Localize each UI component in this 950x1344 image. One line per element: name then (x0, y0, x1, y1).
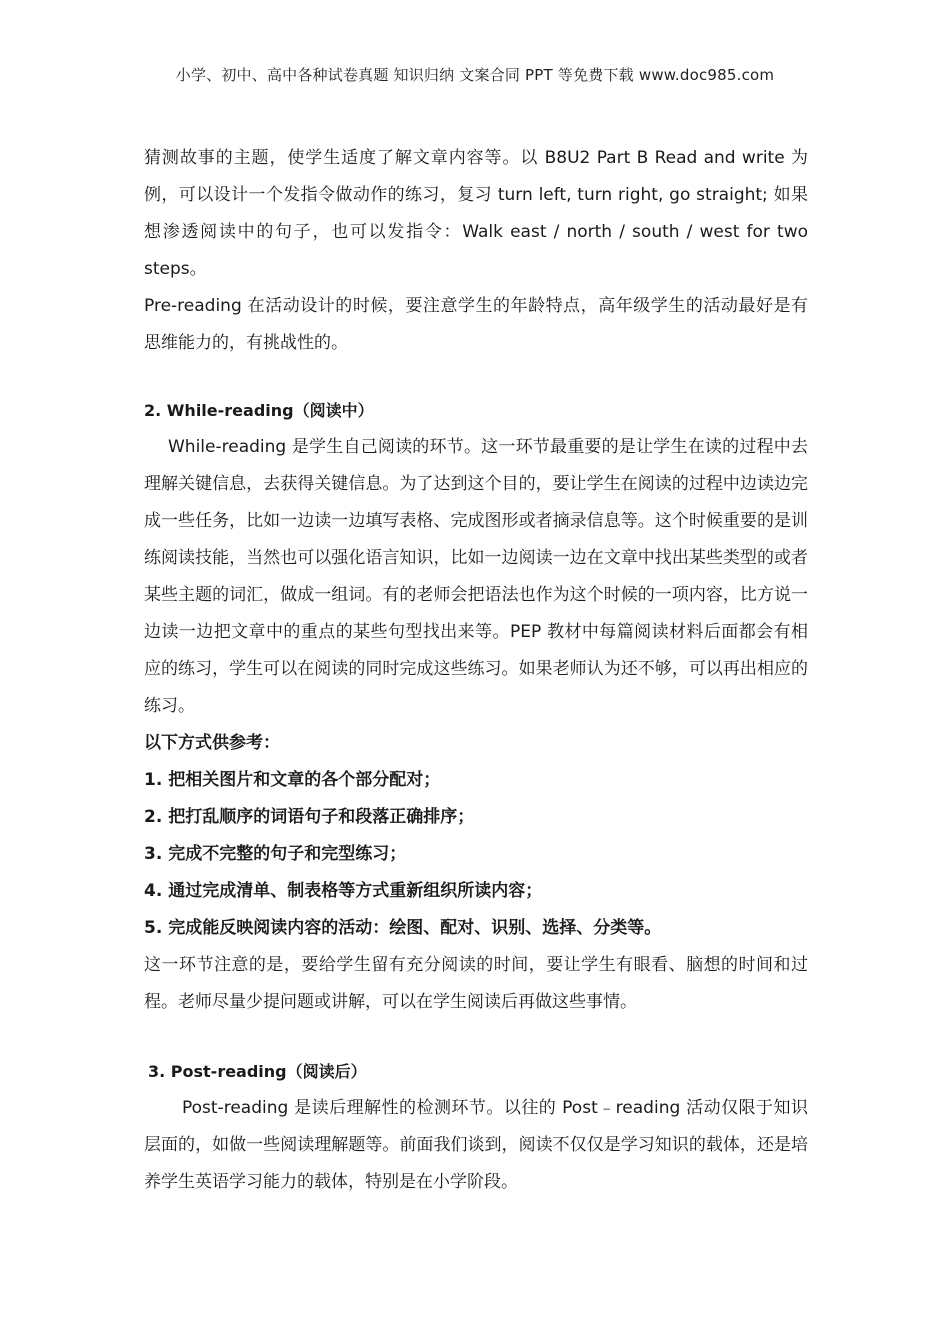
section2-paragraph-1: While-reading 是学生自己阅读的环节。这一环节最重要的是让学生在读的过程中去理解关键信息，去获得关键信息。为了达到这个目的，要让学生在阅读的过程中边读边完成一些任务，比如一边读一边填写表格、完成图形或者摘录信息等。这个时候重要的是训练阅读技能，当然也可以强化语言知识，比如一边阅读一边在文章中找出某些类型的或者某些主题的词汇，做成一组词。有的老师会把语法也作为这个时候的一项内容，比方说一边读一边把文章中的重点的某些句型找出来等。PEP 教材中每篇阅读材料后面都会有相应的练习，学生可以在阅读的同时完成这些练习。如果老师认为还不够，可以再出相应的练习。 (144, 437, 808, 716)
section1-paragraph-1: 猜测故事的主题，使学生适度了解文章内容等。以 B8U2 Part B Read and write 为例，可以设计一个发指令做动作的练习，复习 turn left, turn right, go straight; 如果想渗透阅读中的句子，也可以发指令：Walk east / north / south / west for two steps。 (144, 148, 808, 279)
section2-list-item: 4. 通过完成清单、制表格等方式重新组织所读内容； (144, 881, 543, 901)
spacer (144, 1021, 808, 1053)
section2-list-item: 2. 把打乱顺序的词语句子和段落正确排序； (144, 807, 475, 827)
document-body (144, 140, 808, 1201)
page-header: 小学、初中、高中各种试卷真题 知识归纳 文案合同 PPT 等免费下载 www.doc985.com (175, 66, 775, 84)
section1-paragraph-2: Pre-reading 在活动设计的时候，要注意学生的年龄特点，高年级学生的活动最好是有思维能力的，有挑战性的。 (144, 296, 808, 353)
section2-paragraph-2: 这一环节注意的是，要给学生留有充分阅读的时间，要让学生有眼看、脑想的时间和过程。老师尽量少提问题或讲解，可以在学生阅读后再做这些事情。 (144, 955, 808, 1012)
section2-list-item: 1. 把相关图片和文章的各个部分配对； (144, 770, 441, 790)
section2-list-item: 5. 完成能反映阅读内容的活动：绘图、配对、识别、选择、分类等。 (144, 918, 662, 938)
section3-paragraph-1: Post-reading 是读后理解性的检测环节。以往的 Post﹣reading 活动仅限于知识层面的，如做一些阅读理解题等。前面我们谈到，阅读不仅仅是学习知识的载体，还是培养学生英语学习能力的载体，特别是在小学阶段。 (144, 1098, 808, 1192)
section2-heading: 2. While-reading（阅读中） (144, 401, 374, 420)
section2-list-item: 3. 完成不完整的句子和完型练习； (144, 844, 407, 864)
spacer (144, 362, 808, 392)
section3-heading: 3. Post-reading（阅读后） (148, 1062, 367, 1081)
section2-list-intro: 以下方式供参考： (144, 733, 280, 753)
